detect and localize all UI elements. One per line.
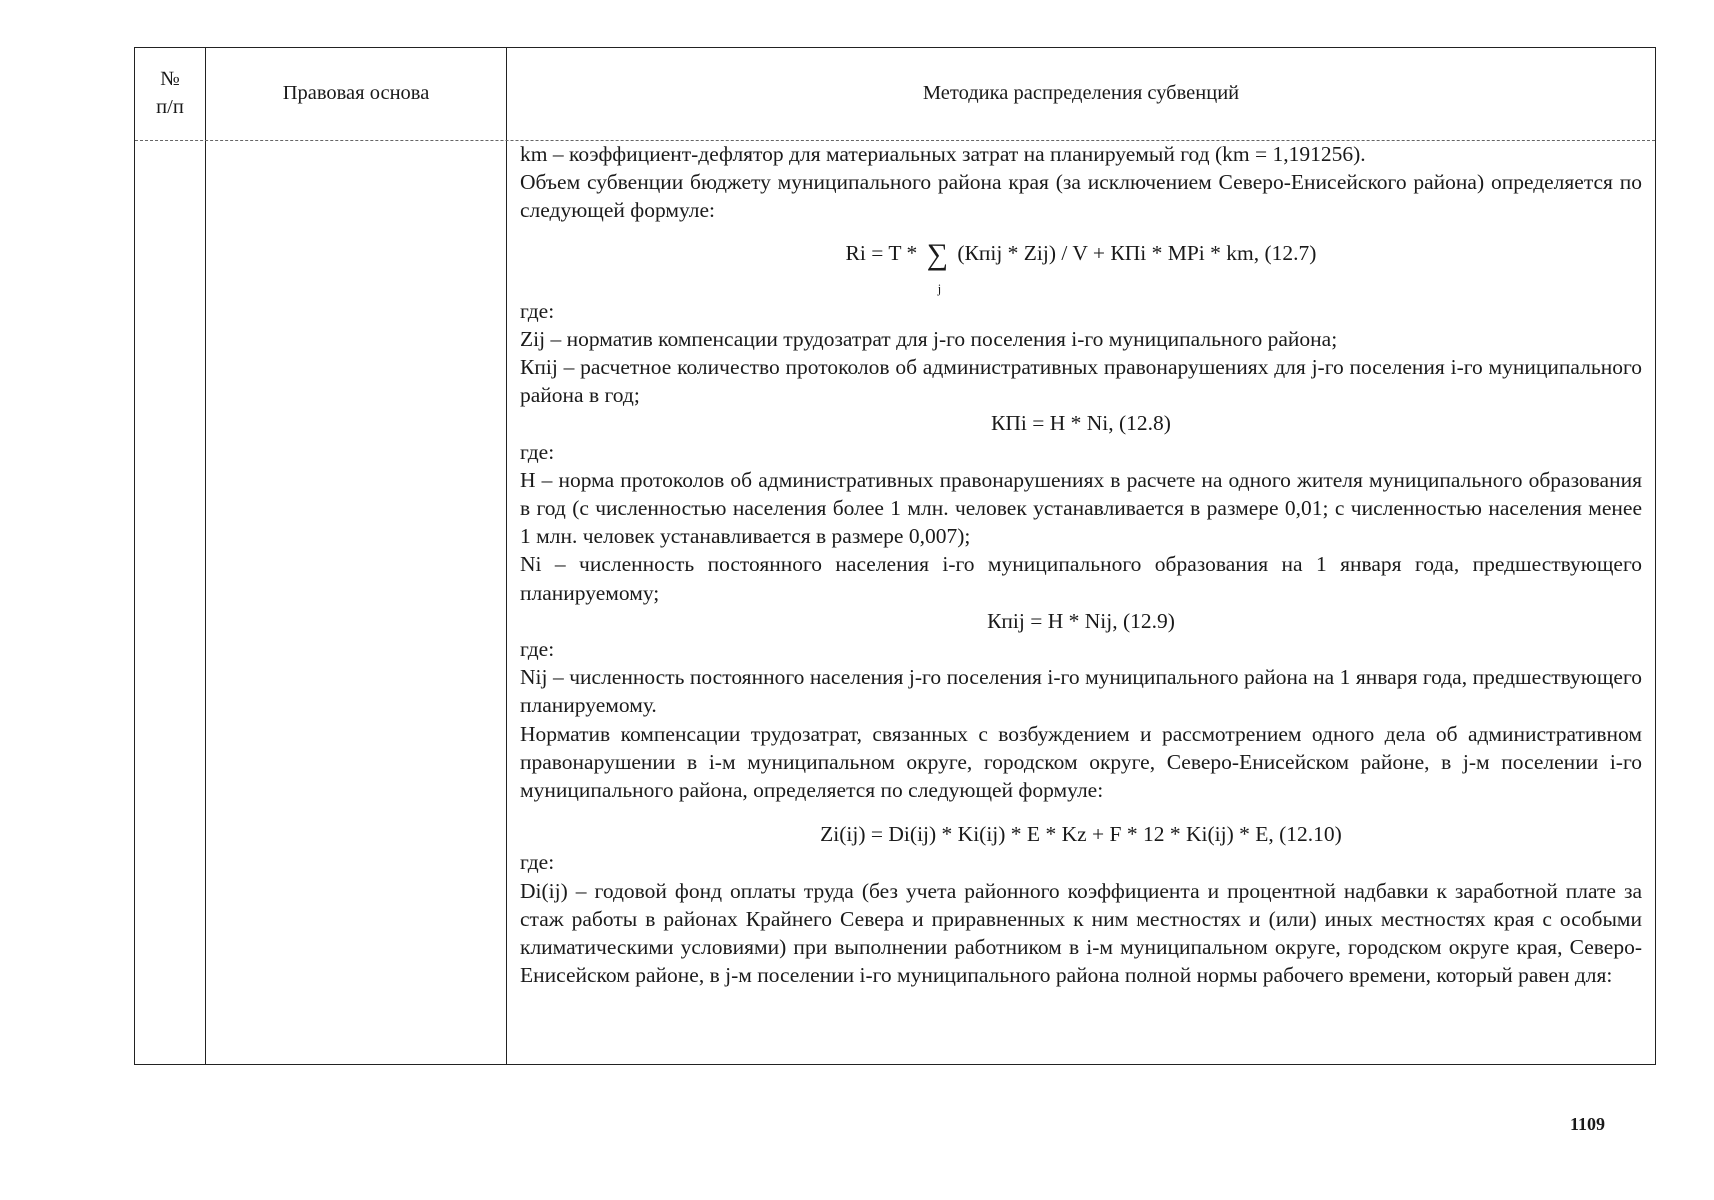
formula-12-10: Zi(ij) = Di(ij) * Ki(ij) * E * Kz + F * 12 * Ki(ij) * E, (12.10) (820, 822, 1342, 847)
formula-12-7: Ri = T * ∑ j (Кпij * Zij) / V + КПi * MPi * km, (12.7) (845, 237, 1317, 296)
volume-paragraph: Объем субвенции бюджету муниципального района края (за исключением Северо-Енисейского района) определяется по следующей формуле: (520, 170, 1642, 223)
method-cell (520, 140, 1642, 989)
ni-definition: Ni – численность постоянного населения i-го муниципального образования на 1 января года, предшествующего планируемому; (520, 552, 1642, 605)
h-definition: H – норма протоколов об административных правонарушениях в расчете на одного жителя муниципального образования в год (с численностью населения более 1 млн. человек устанавливается в размере 0,01; с численностью населения менее 1 млн. человек устанавливается в размере 0,007); (520, 467, 1642, 549)
column-divider-1 (205, 48, 206, 1064)
distribution-table (134, 47, 1656, 1065)
header-number: № п/п (156, 68, 184, 118)
zij-definition: Zij – норматив компенсации трудозатрат для j-го поселения i-го муниципального района; (520, 326, 1338, 351)
page-number: 1109 (1570, 1114, 1606, 1134)
km-definition: km – коэффициент-дефлятор для материальных затрат на планируемый год (km = 1,191256). (520, 142, 1366, 166)
formula-12-8: КПi = H * Ni, (12.8) (991, 411, 1171, 436)
where-label: где: (520, 298, 555, 323)
sum-symbol: ∑ j (926, 237, 948, 296)
kpij-definition: Кпij – расчетное количество протоколов об административных правонарушениях для j-го поселения i-го муниципального района в год; (520, 355, 1642, 408)
nij-definition: Nij – численность постоянного населения j-го поселения i-го муниципального района на 1 января года, предшествующего планируемому. (520, 665, 1642, 718)
dij-definition: Di(ij) – годовой фонд оплаты труда (без учета районного коэффициента и процентной надбавки к заработной плате за стаж работы в районах Крайнего Севера и приравненных к ним местностях и (или) иных местностях края с особыми климатическими условиями) при выполнении работником в i-м муниципальном округе, городском округе края, Северо-Енисейском районе, в j-м поселении i-го муниципального района полной нормы рабочего времени, который равен для: (520, 878, 1642, 988)
norm-paragraph: Норматив компенсации трудозатрат, связанных с возбуждением и рассмотрением одного дела об административном правонарушении в i-м муниципальном округе, городском округе, Северо-Енисейском районе, в j-м поселении i-го муниципального района, определяется по следующей формуле: (520, 721, 1642, 803)
header-method: Методика распределения субвенций (922, 82, 1240, 105)
header-legal-basis: Правовая основа (282, 82, 430, 105)
formula-12-9: Кпij = H * Nij, (12.9) (987, 608, 1175, 633)
column-divider-2 (506, 48, 507, 1064)
where-label: где: (520, 850, 555, 875)
where-label: где: (520, 439, 555, 464)
where-label: где: (520, 637, 555, 662)
